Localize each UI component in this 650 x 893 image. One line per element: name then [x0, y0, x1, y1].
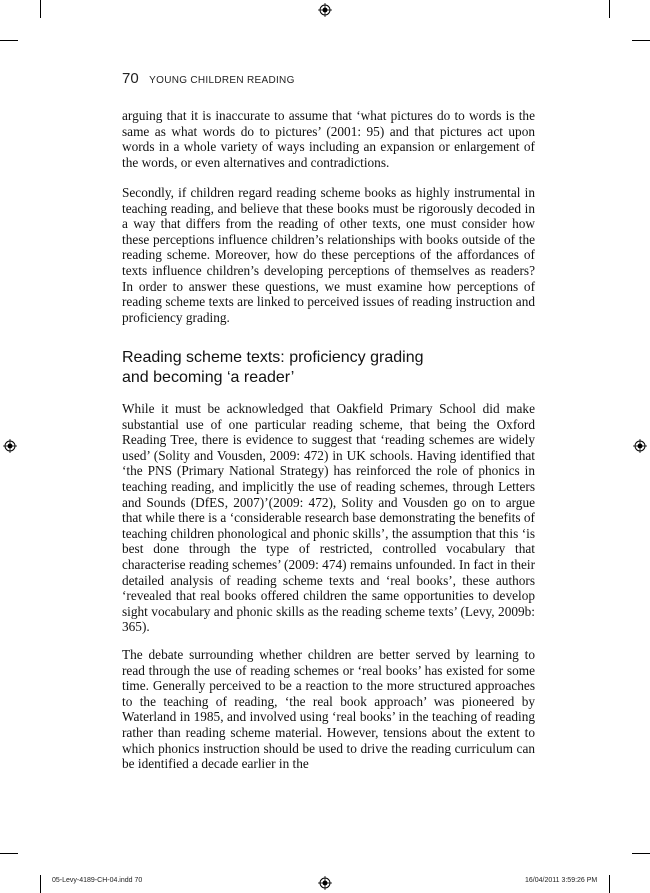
registration-mark-right-icon	[633, 439, 647, 453]
crop-mark-top-left-vertical	[40, 0, 41, 18]
slug-filename: 05-Levy-4189-CH-04.indd 70	[52, 877, 143, 884]
crop-mark-top-right-vertical	[609, 0, 610, 18]
slug-timestamp: 16/04/2011 3:59:26 PM	[525, 877, 598, 884]
paragraph-1: arguing that it is inaccurate to assume that ‘what pictures do to words is the same as what words do to pictures’ (2001: 95) and that pictures act upon words in a whole variety of ways including an expansion or enlargement of the words, or even alternatives and contradictions.	[122, 108, 535, 170]
running-header	[122, 70, 295, 88]
crop-mark-bottom-left-horizontal	[0, 853, 18, 854]
paragraph-3: While it must be acknowledged that Oakfield Primary School did make substantial use of one particular reading scheme, that being the Oxford Reading Tree, there is evidence to suggest that ‘reading schemes are widely used’ (Solity and Vousden, 2009: 472) in UK schools. Having identified that ‘the PNS (Primary National Strategy) has reinforced the role of phonics in teaching reading, and implicitly the use of reading schemes, through Letters and Sounds (DfES, 2007)’(2009: 472), Solity and Vousden go on to argue that while there is a ‘considerable research base demonstrating the benefits of teaching children phonological and phonic skills’, the assumption that this ‘is best done through the type of restricted, controlled vocabulary that characterise reading schemes’ (2009: 474) remains unfounded. In fact in their detailed analysis of reading scheme texts and ‘real books’, these authors ‘revealed that real books offered children the same opportunities to develop sight vocabulary and phonic skills as the reading scheme texts’ (Levy, 2009b: 365).	[122, 401, 535, 635]
crop-mark-top-left-horizontal	[0, 40, 18, 41]
registration-mark-bottom-icon	[318, 876, 332, 890]
running-title: YOUNG CHILDREN READING	[149, 75, 295, 86]
registration-mark-top-icon	[318, 3, 332, 17]
section-heading-line-2: and becoming ‘a reader’	[122, 369, 295, 386]
paragraph-4: The debate surrounding whether children are better served by learning to read through the use of reading schemes or ‘real books’ has existed for some time. Generally perceived to be a reaction to the more structured approaches to the teaching of reading, ‘the real book approach’ was pioneered by Waterland in 1985, and involved using ‘real books’ in the teaching of reading rather than reading scheme material. However, tensions about the extent to which phonics instruction should be used to drive the reading curriculum can be identified a decade earlier in the	[122, 647, 535, 772]
crop-mark-bottom-right-vertical	[609, 875, 610, 893]
registration-mark-left-icon	[3, 439, 17, 453]
paragraph-2: Secondly, if children regard reading scheme books as highly instrumental in teaching reading, and believe that these books must be rigorously decoded in a way that differs from the reading of other texts, one must consider how these perceptions influence children’s relationships with books outside of the reading scheme. Moreover, how do these perceptions of the affordances of texts influence children’s developing perceptions of themselves as readers? In order to answer these questions, we must examine how perceptions of reading scheme texts are linked to perceived issues of reading instruction and proficiency grading.	[122, 185, 535, 325]
page-number: 70	[122, 70, 139, 87]
section-heading	[122, 348, 482, 388]
crop-mark-bottom-right-horizontal	[632, 853, 650, 854]
crop-mark-top-right-horizontal	[632, 40, 650, 41]
section-heading-line-1: Reading scheme texts: proficiency grading	[122, 349, 424, 366]
crop-mark-bottom-left-vertical	[40, 875, 41, 893]
